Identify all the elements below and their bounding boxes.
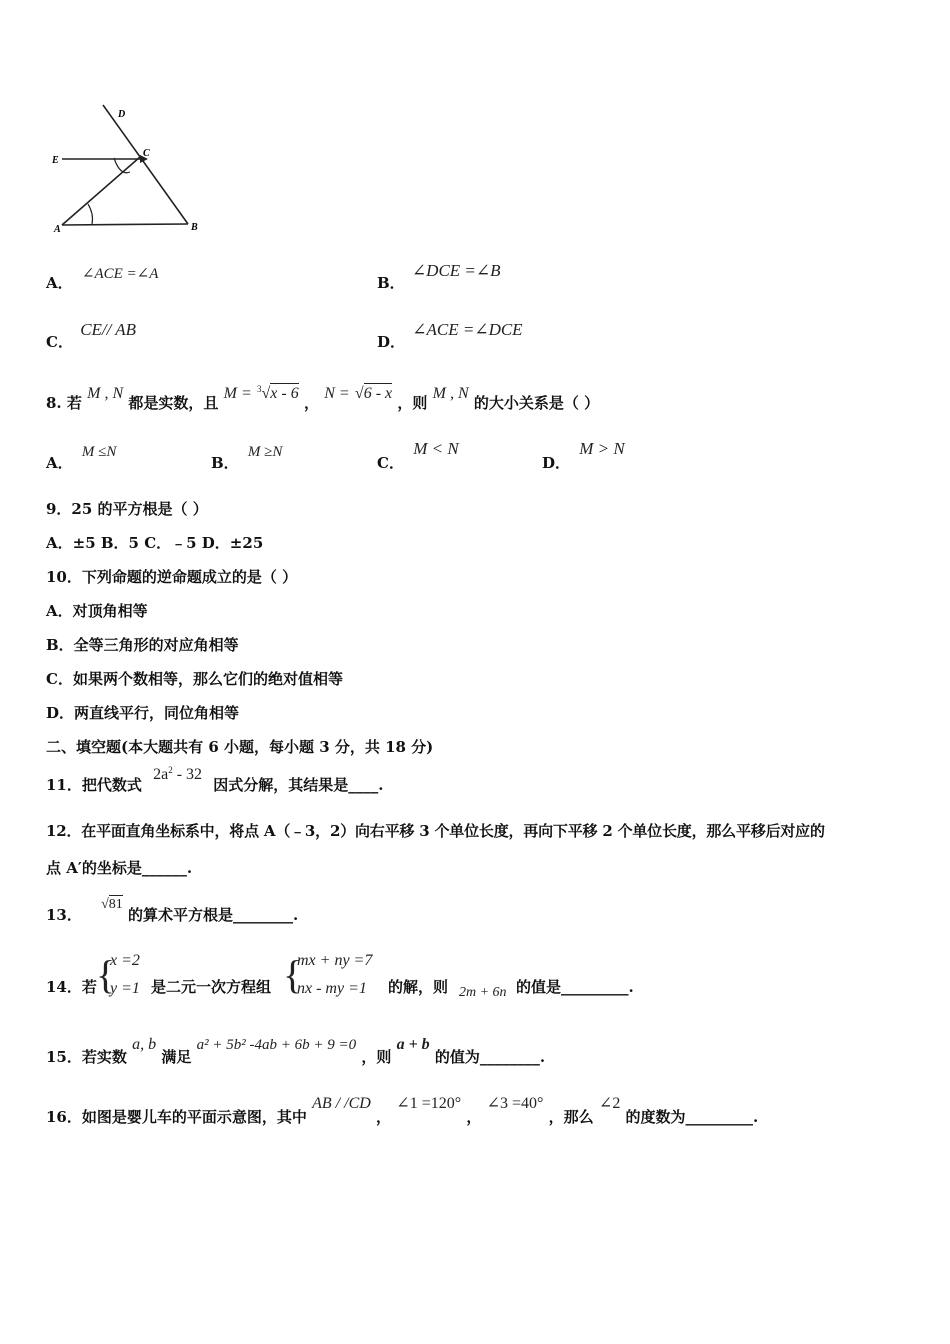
geometry-figure <box>48 100 213 240</box>
q8-text-3: ，则 <box>397 394 428 412</box>
option-math: ∠ACE =∠DCE <box>412 320 523 339</box>
q8-text-1: 若 <box>66 394 82 412</box>
q11-text-1: 11．把代数式 <box>46 776 142 794</box>
option-letter: A． <box>46 454 73 472</box>
q11-text-2: 因式分解，其结果是____. <box>213 776 384 794</box>
q8-comma: ， <box>303 394 319 412</box>
q8-m-radicand: x - 6 <box>270 385 299 402</box>
q16-text-3: 的度数为_________. <box>625 1108 759 1126</box>
q14-sys1-line1: x =2 <box>110 952 140 969</box>
q8-mn: M , N <box>87 385 124 402</box>
q16-math-4: ∠2 <box>598 1095 621 1112</box>
q16-math-1: AB / /CD <box>312 1095 371 1112</box>
option-math: M > N <box>579 439 625 458</box>
label-c: C <box>143 148 150 159</box>
q13-radicand: 81 <box>108 897 123 912</box>
q12-line-2: 点 A′的坐标是______. <box>46 859 193 877</box>
option-math: CE// AB <box>80 320 137 339</box>
q12-line-1: 12．在平面直角坐标系中，将点 A（﹣3，2）向右平移 3 个单位长度，再向下平移 2 个单位长度，那么平移后对应的 <box>46 822 825 840</box>
q8-n-radicand: 6 - x <box>363 385 393 402</box>
label-e: E <box>52 155 59 166</box>
q11 <box>46 763 384 794</box>
left-brace: { <box>96 952 116 997</box>
q14-text-3: 的解，则 <box>388 978 449 996</box>
option-math: M ≤N <box>81 444 117 460</box>
q11-math-exp: 2 <box>168 765 173 775</box>
line-ab <box>62 224 188 225</box>
q16-text-1: 16．如图是婴儿车的平面示意图，其中 <box>46 1108 307 1126</box>
q15 <box>46 1033 546 1066</box>
angle-arc-a <box>88 204 93 224</box>
q8-m-lhs: M = <box>223 385 252 402</box>
q14-sys2-line2: nx - my =1 <box>297 980 367 997</box>
q13-text: 的算术平方根是________. <box>128 906 299 924</box>
q15-vars: a, b <box>132 1036 157 1053</box>
q14-text-4: 的值是_________. <box>516 978 634 996</box>
label-a: A <box>54 224 61 235</box>
option-letter: C． <box>46 333 73 351</box>
q8-n-lhs: N = <box>324 385 350 402</box>
q10-stem: 10．下列命题的逆命题成立的是（ ） <box>46 568 298 586</box>
q15-text-1: 15．若实数 <box>46 1048 127 1066</box>
option-letter: B． <box>377 274 405 292</box>
q8-text-4: 的大小关系是（ ） <box>473 394 600 412</box>
option-letter: A． <box>46 274 73 292</box>
q14-sys1-line2: y =1 <box>110 980 140 997</box>
q8-option-d[interactable] <box>542 438 625 472</box>
q11-math-base: 2a <box>153 766 169 783</box>
q16-math-3: ∠3 =40° <box>486 1095 544 1112</box>
q8-option-c[interactable] <box>377 438 459 472</box>
q15-text-4: 的值为________. <box>434 1048 546 1066</box>
q13-number: 13． <box>46 906 82 924</box>
q15-text-2: 满足 <box>161 1048 192 1066</box>
q7-option-c[interactable] <box>46 319 137 351</box>
option-math: ∠ACE =∠A <box>81 266 159 282</box>
q7-option-d[interactable] <box>377 319 523 351</box>
q11-math-rest: - 32 <box>172 766 203 783</box>
option-letter: C． <box>377 454 404 472</box>
line-dc <box>103 105 188 224</box>
q8-option-b[interactable] <box>211 440 283 472</box>
q15-sum: a + b <box>396 1036 430 1053</box>
q10-option-d[interactable]: D．两直线平行，同位角相等 <box>46 704 240 722</box>
q8-root-index: 3 <box>257 384 262 394</box>
q8-option-a[interactable] <box>46 440 117 472</box>
q9-stem: 9．25 的平方根是（ ） <box>46 500 208 518</box>
radical-sign: √ <box>261 385 271 402</box>
label-d: D <box>118 109 126 120</box>
q14-text-1: 14．若 <box>46 978 97 996</box>
q15-text-3: ，则 <box>361 1048 392 1066</box>
q16 <box>46 1092 759 1126</box>
angle-arc-c <box>114 158 130 173</box>
radical-sign: √ <box>354 385 364 402</box>
q8-number: 8. <box>46 394 62 412</box>
option-math: M ≥N <box>247 444 283 460</box>
q16-text-2: ，那么 <box>548 1108 594 1126</box>
q16-comma-2: ， <box>466 1108 482 1126</box>
option-math: M < N <box>413 439 459 458</box>
left-brace: { <box>283 952 303 997</box>
q16-math-2: ∠1 =120° <box>396 1095 462 1112</box>
option-letter: D． <box>542 454 571 472</box>
q14-expr: 2m + 6n <box>459 985 507 1000</box>
radical-sign: √ <box>101 897 109 912</box>
q16-comma-1: ， <box>376 1108 392 1126</box>
q7-option-b[interactable] <box>377 260 501 292</box>
q14-text-2: 是二元一次方程组 <box>151 978 272 996</box>
q7-option-a[interactable] <box>46 262 159 292</box>
q8-mn-2: M , N <box>432 385 469 402</box>
line-ac <box>62 157 140 225</box>
q13 <box>46 892 299 924</box>
option-math: ∠DCE =∠B <box>411 261 501 280</box>
option-letter: B． <box>211 454 239 472</box>
option-letter: D． <box>377 333 406 351</box>
q10-option-b[interactable]: B．全等三角形的对应角相等 <box>46 636 239 654</box>
q8-text-2: 都是实数，且 <box>128 394 219 412</box>
q14-sys2-line1: mx + ny =7 <box>297 952 373 969</box>
label-b: B <box>191 222 198 233</box>
q9-options[interactable]: A．±5 B．5 C．﹣5 D．±25 <box>46 534 264 552</box>
q8-stem <box>46 382 600 412</box>
q15-equation: a² + 5b² -4ab + 6b + 9 =0 <box>196 1037 357 1053</box>
section-heading: 二、填空题(本大题共有 6 小题，每小题 3 分，共 18 分) <box>46 738 434 756</box>
q10-option-c[interactable]: C．如果两个数相等，那么它们的绝对值相等 <box>46 670 343 688</box>
q10-option-a[interactable]: A．对顶角相等 <box>46 602 148 620</box>
